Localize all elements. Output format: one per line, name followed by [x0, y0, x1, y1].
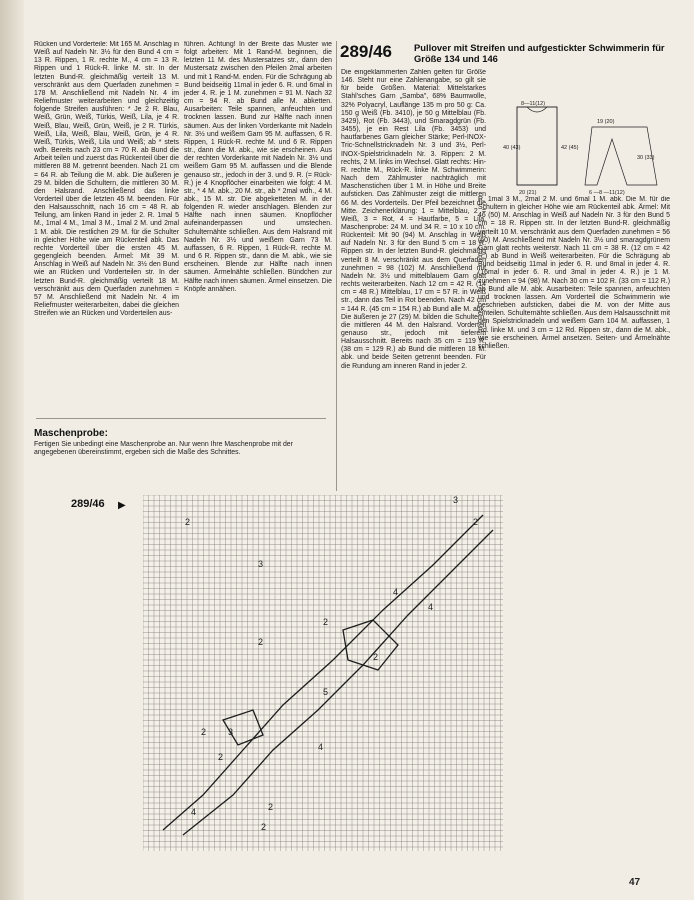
chart-color-number: 4: [393, 587, 399, 597]
binder-edge: [0, 0, 24, 900]
chart-color-number: 4: [318, 742, 324, 752]
measurement-schematic: [497, 99, 667, 199]
text-column-1: [34, 41, 179, 386]
chart-color-number: 2: [258, 637, 264, 647]
schematic-label: 42 (45): [561, 145, 579, 151]
maschenprobe-heading: Maschenprobe:: [34, 428, 108, 439]
chart-color-number: 4: [428, 602, 434, 612]
text-column-2: [184, 41, 332, 386]
schematic-label: 40 (43): [503, 145, 521, 151]
chart-label: 289/46: [71, 498, 105, 510]
chart-color-number: 5: [323, 687, 329, 697]
schematic-label: 19 (20): [597, 119, 615, 125]
column-divider: [336, 41, 337, 491]
page-number: 47: [629, 877, 641, 888]
pattern-title: Pullover mit Streifen und aufgestickter Schwimmerin für Größe 134 und 146: [414, 42, 665, 64]
maschenprobe-text: Fertigen Sie unbedingt eine Maschenprobe an. Nur wenn Ihre Maschenprobe mit der angegebenen übereinstimmt, ergeben sich die Maße des Schnittes.: [34, 441, 293, 457]
pattern-number: 289/46: [340, 42, 392, 61]
chart-arrow-icon: ▶: [118, 500, 126, 511]
schematic-label: 20 (21): [519, 190, 537, 196]
schematic-label: 30 (33): [637, 155, 655, 161]
schematic-label: 6 —8 —11(12): [589, 190, 625, 196]
embroidery-chart: [143, 495, 503, 851]
chart-color-number: 2: [373, 652, 379, 662]
chart-color-number: 2: [201, 727, 207, 737]
instructions-body-4: R. 1mal 3 M., 2mal 2 M. und 6mal 1 M. abk. Die M. für die Schultern in gleicher Höhe wie am Rückenteil abk. Ärmel: Mit 46 (50) M. Anschlag in Weiß auf Nadeln Nr. 3 für den Bund 5 cm = 18 R. Rippen str. In der letzten Bund-R. gleichmäßig verteilt 10 M. verschränkt aus dem Querfaden zunehmen = 56 (60) M. Anschließend mit Nadeln Nr. 3½ und smaragdgrünem Garn glatt rechts weiterstr. Nach 11 cm = 38 R. (12 cm = 42 R.) ab Bund in Weiß weiterarbeiten. Für die Schrägung ab Bund beidseitig 11mal in jeder 6. R. und 8mal in jeder 4. R. (16mal in jeder 6. R. und 3mal in jeder 4. R.) je 1 M. zunehmen = 94 (98) M. Nach 30 cm = 102 R. (33 cm = 112 R.) ab Bund alle M. abk. Ausarbeiten: Teile spannen, anfeuchten und trocknen lassen. Am Vorderteil die Schwimmerin wie beschrieben aufsticken, dabei die M. von der Mitte aus einteilen. Schulternähte schließen. Aus dem Halsausschnitt mit den Spielstricknadeln und weißem Garn 104 M. auffassen, 1 Rd. linke M. und 3 cm = 12 Rd. Rippen str., dann die M. abk., wie sie erscheinen. Ärmel ansetzen. Seiten- und Ärmelnähte schließen.: [478, 196, 670, 350]
chart-color-number: 2: [261, 822, 267, 832]
text-column-4: [478, 196, 670, 476]
instructions-body-1: Rücken und Vorderteile: Mit 165 M. Anschlag in Weiß auf Nadeln Nr. 3½ für den Bund 4 cm = 13 R. Rippen, 1 R. rechte M., 4 cm = 13 R. Rippen und 1 Rück-R. linke M. str. In der letzten Bund-R. gleichmäßig verteilt 13 M. verschränkt aus dem Querfaden zunehmen = 178 M. Anschließend mit Nadeln Nr. 4 im Reliefmuster weiterarbeiten und gleichzeitig folgende Streifen ausführen: * Je 2 R. Blau, Weiß, Grün, Weiß, Türkis, Weiß, Lila, je 4 R. Weiß, Blau, Weiß, Grün, Weiß, je 2 R. Türkis, Weiß, Lila, Weiß, Blau, Weiß, Grün, je 4 R. Weiß, Türkis, Weiß, Lila und Weiß; ab * stets wdh. Bereits nach 23 cm = 70 R. ab Bund die Arbeit teilen und zuerst das Rückenteil über die mittleren 88 M. getrennt beenden. Nach 21 cm = 64 R. ab Teilung die M. abk. Die äußeren je 29 M. bilden die Schultern, die mittleren 30 M. den Halsrand. Anschließend das linke Vorderteil über die letzten 45 M. beenden. Für den Halsausschnitt, nach 16 cm = 48 R. ab Teilung, am linken Rand in jeder 2. R. 1mal 5 M., 1mal 4 M., 1mal 3 M., 1mal 2 M. und 2mal 1 M. abk. Die restlichen 29 M. für die Schulter in gleicher Höhe wie am Rückenteil abk. Das rechte Vorderteil über die ersten 45 M. gegengleich beenden. Ärmel: Mit 39 M. Anschlag in Weiß auf Nadeln Nr. 3½ den Bund wie an Rücken und Vorderteilen str. In der letzten Bund-R. gleichmäßig verteilt 18 M. verschränkt aus dem Querfaden zunehmen = 57 M. Anschließend mit Nadeln Nr. 4 im Reliefmuster weiterarbeiten, dabei die gleichen Streifen wie an Rücken und Vorderteilen aus-: [34, 41, 179, 318]
schematic-label: 8—11(12): [521, 101, 546, 107]
instructions-body-3: Die eingeklammerten Zahlen gelten für Größe 146. Steht nur eine Zahlenangabe, so gilt sie für beide Größen. Material: Mittelstarkes Stahl'sches Garn „Samba", 68% Baumwolle, 32% Polyacryl, Lauflänge 135 m pro 50 g: Ca. 150 g Weiß (Fb. 3410), je 50 g Mittelblau (Fb. 3429), Rot (Fb. 3443), und Smaragdgrün (Fb. 3455), je ein Rest Lila (Fb. 3453) und hautfarbenes Garn gleicher Stärke; Perl-INOX-Tric-Schnellstricknadeln Nr. 3 und 3½, Perl-INOX-Spielstricknadeln Nr. 3. Rippen: 2 M. rechts, 2 M. links im Wechsel. Glatt rechts: Hin-R. rechte M., Rück-R. linke M. Schwimmerin: Nach dem Zählmuster nachträglich mit Maschenstichen über 1 M. in Höhe und Breite aufsticken. Das Zählmuster zeigt die mittleren 66 M. des Vorderteils. Der Pfeil bezeichnet die Mitte. Zeichenerklärung: 1 = Mittelblau, 2 = Weiß, 3 = Rot, 4 = Hautfarbe, 5 = Lila. Maschenprobe: 24 M. und 34 R. = 10 x 10 cm. Rückenteil: Mit 90 (94) M. Anschlag in Weiß auf Nadeln Nr. 3 für den Bund 5 cm = 18 R. Rippen str. In der letzten Bund-R. gleichmäßig verteilt 8 M. verschränkt aus dem Querfaden zunehmen = 98 (102) M. Anschließend mit Nadeln Nr. 3½ und mittelblauem Garn glatt rechts weiterarbeiten. Nach 12 cm = 42 R. (14 cm = 48 R.) Mittelblau, 17 cm = 57 R. in Weiß str., dann das Teil in Rot beenden. Nach 42 cm = 144 R. (45 cm = 154 R.) ab Bund alle M. abk. Die äußeren je 27 (29) M. bilden die Schultern, die mittleren 44 M. den Halsrand. Vorderteil genauso str., jedoch mit tieferem Halsausschnitt. Bereits nach 35 cm = 119 R. (38 cm = 129 R.) ab Bund die mittleren 18 M. abk. und beide Seiten getrennt beenden. Für die Rundung am inneren Rand in jeder 2.: [341, 69, 486, 370]
chart-color-number: 3: [228, 727, 234, 737]
text-column-3: [341, 69, 486, 489]
chart-color-number: 2: [185, 517, 191, 527]
section-divider: [36, 418, 326, 419]
instructions-body-2: führen. Achtung! In der Breite das Muster wie folgt arbeiten: Mit 1 Rand-M. beginnen, die letzten 11 M. des Mustersatzes str., dann den Mustersatz zwischen den Pfeilen 2mal arbeiten und mit 1 Rand-M. enden. Für die Schrägung ab Bund beidseitig 11mal in jeder 6. R. und 6mal in jeder 4. R. je 1 M. zunehmen = 91 M. Nach 32 cm = 94 R. ab Bund alle M. abketten. Ausarbeiten: Teile spannen, anfeuchten und trocknen lassen. Bund zur Hälfte nach innen säumen. Aus der linken Vorderkante mit Nadeln Nr. 3½ und weißem Garn 95 M. auffassen, 6 R. Rippen, 1 Rück-R. rechte M. und 6 R. Rippen str., dann die M. abk., wie sie erscheinen. Aus der rechten Vorderkante mit Nadeln Nr. 3½ und weißem Garn 95 M. auffassen und die Blende genauso str., jedoch in der 3. und 9. R. (= Rück-R.) je 4 Knopflöcher einarbeiten wie folgt: 4 M. str., * 4 M. abk., 20 M. str., ab * 2mal wdh., 4 M. abk., 15 M. str. Die abgeketteten M. in der folgenden R. wieder anschlagen. Blenden zur Hälfte nach innen säumen. Knopflöcher aufeinanderpassen und umstechen. Schulternähte schließen. Aus dem Halsrand mit Nadeln Nr. 3½ und weißem Garn 73 M. auffassen, 6 R. Rippen, 1 Rück-R. rechte M. und 6 R. Rippen str., dann die M. abk., wie sie erscheinen. Blende zur Hälfte nach innen säumen. Ärmelnähte schließen. Bündchen zur Hälfte nach innen säumen. Ärmel einsetzen. Die Knöpfe annähen.: [184, 41, 332, 293]
chart-color-number: 2: [218, 752, 224, 762]
chart-color-number: 3: [258, 559, 264, 569]
pattern-header: [340, 41, 670, 67]
chart-color-number: 4: [191, 807, 197, 817]
chart-color-number: 2: [473, 517, 479, 527]
chart-color-number: 3: [453, 495, 459, 505]
chart-color-number: 2: [323, 617, 329, 627]
chart-color-number: 2: [268, 802, 274, 812]
